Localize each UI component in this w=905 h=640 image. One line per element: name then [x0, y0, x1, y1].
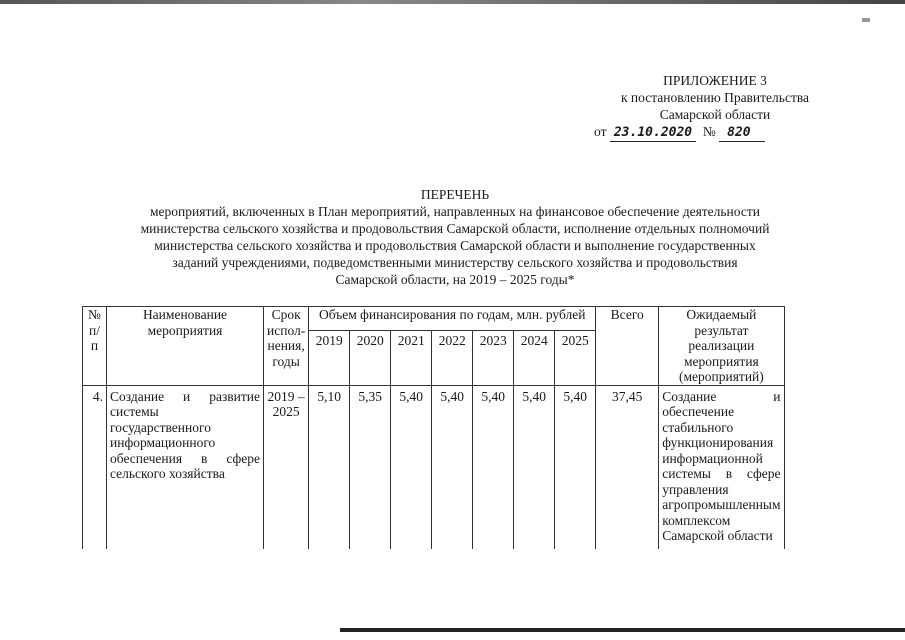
value-2022: 5,40 — [432, 385, 473, 549]
year-2020: 2020 — [350, 331, 391, 385]
header-term: Срок испол-нения, годы — [264, 307, 309, 386]
header-row — [83, 307, 785, 331]
row-num: 4. — [83, 385, 107, 549]
value-2021: 5,40 — [391, 385, 432, 549]
header-num: № п/п — [83, 307, 107, 386]
title-line-5: Самарской области, на 2019 – 2025 годы* — [335, 272, 575, 287]
scan-edge-top — [0, 0, 905, 4]
number-prefix: № — [702, 124, 716, 139]
value-2024: 5,40 — [514, 385, 555, 549]
handwritten-number: 820 — [719, 124, 764, 142]
row-name: Создание и развитие системы государственного информационного обеспечения в сфере сельского хозяйства — [107, 385, 264, 549]
value-2020: 5,35 — [350, 385, 391, 549]
year-2019: 2019 — [309, 331, 350, 385]
row-term: 2019 – 2025 — [264, 385, 309, 549]
measures-table — [82, 306, 785, 549]
year-2021: 2021 — [391, 331, 432, 385]
value-2023: 5,40 — [473, 385, 514, 549]
document-title — [60, 186, 850, 288]
row-total: 37,45 — [596, 385, 659, 549]
header-total: Всего — [596, 307, 659, 386]
handwritten-date: 23.10.2020 — [610, 124, 696, 142]
title-heading: ПЕРЕЧЕНЬ — [420, 187, 490, 202]
year-2022: 2022 — [432, 331, 473, 385]
scan-mark — [862, 18, 870, 22]
header-result: Ожидаемый результат реализации мероприятия (мероприятий) — [659, 307, 784, 386]
year-2024: 2024 — [514, 331, 555, 385]
header-funding: Объем финансирования по годам, млн. рублей — [309, 307, 596, 331]
appendix-date-line — [594, 123, 830, 142]
appendix-ref: к постановлению Правительства — [620, 90, 810, 105]
year-2023: 2023 — [473, 331, 514, 385]
table-row — [83, 385, 785, 549]
title-line-1: мероприятий, включенных в План мероприятий, направленных на финансовое обеспечение деятельности — [150, 204, 760, 219]
date-prefix: от — [594, 124, 607, 139]
appendix-title: ПРИЛОЖЕНИЕ 3 — [663, 73, 767, 88]
title-line-2: министерства сельского хозяйства и продовольствия Самарской области, исполнение отдельных полномочий — [140, 221, 770, 236]
title-line-4: заданий учреждениями, подведомственными министерству сельского хозяйства и продовольствия — [172, 255, 738, 270]
appendix-header — [594, 72, 830, 142]
appendix-region: Самарской области — [659, 107, 771, 122]
year-2025: 2025 — [555, 331, 596, 385]
row-result: Создание и обеспечение стабильного функционирования информационной системы в сфере управления агропромышленным комплексом Самарской области — [659, 385, 784, 549]
header-name: Наименование мероприятия — [107, 307, 264, 386]
value-2019: 5,10 — [309, 385, 350, 549]
title-line-3: министерства сельского хозяйства и продовольствия Самарской области и выполнение государственных — [154, 238, 756, 253]
value-2025: 5,40 — [555, 385, 596, 549]
scan-edge-bottom — [340, 628, 905, 632]
